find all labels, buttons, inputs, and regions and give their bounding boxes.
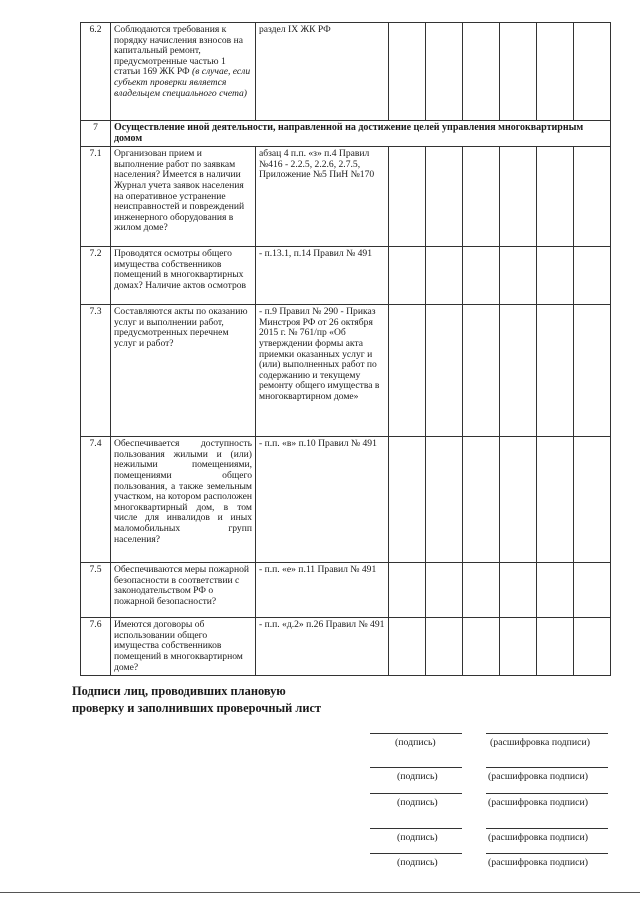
- requirement-text: Обеспечиваются меры пожарной безопасности в соответствии с законодательством РФ о пожарной безопасности?: [111, 563, 256, 618]
- signatures-heading: Подписи лиц, проводивших плановую проверку и заполнивших проверочный лист: [72, 684, 322, 715]
- signature-caption: (подпись): [395, 737, 436, 748]
- legal-reference: - п.п. «в» п.10 Правил № 491: [256, 437, 389, 563]
- answer-cell: [389, 23, 426, 121]
- signature-underline: [370, 733, 462, 734]
- decode-caption: (расшифровка подписи): [488, 832, 589, 843]
- answer-cell: [537, 23, 574, 121]
- answer-cell: [426, 437, 463, 563]
- requirement-text: Составляются акты по оказанию услуг и выполнении работ, предусмотренных перечнем услуг и работ?: [111, 305, 256, 437]
- signature-line: [370, 733, 610, 753]
- row-number: 7.4: [81, 437, 111, 563]
- row-number: 7.1: [81, 147, 111, 247]
- answer-cell: [389, 563, 426, 618]
- decode-caption: (расшифровка подписи): [490, 737, 591, 748]
- legal-reference: раздел IX ЖК РФ: [256, 23, 389, 121]
- legal-reference: - п.п. «е» п.11 Правил № 491: [256, 563, 389, 618]
- row-number: 6.2: [81, 23, 111, 121]
- answer-cell: [574, 305, 611, 437]
- answer-cell: [537, 618, 574, 676]
- answer-cell: [500, 147, 537, 247]
- decode-caption: (расшифровка подписи): [488, 857, 589, 868]
- answer-cell: [537, 563, 574, 618]
- answer-cell: [463, 247, 500, 305]
- answer-cell: [574, 247, 611, 305]
- page-bottom-rule: [0, 892, 640, 893]
- signature-underline: [370, 793, 462, 794]
- requirement-text: Обеспечивается доступность пользования жилыми и (или) нежилыми помещениями, помещениями общего пользования, а также земельным участком, на котором расположен многоквартирный дом, в том числе для инвалидов и иных маломобильных групп населения?: [111, 437, 256, 563]
- signature-underline: [370, 828, 462, 829]
- section-title: Осуществление иной деятельности, направленной на достижение целей управления многоквартирным домом: [111, 121, 611, 147]
- answer-cell: [500, 305, 537, 437]
- answer-cell: [537, 305, 574, 437]
- decode-underline: [486, 767, 608, 768]
- signature-caption: (подпись): [397, 771, 438, 782]
- decode-caption: (расшифровка подписи): [488, 797, 589, 808]
- row-number: 7.5: [81, 563, 111, 618]
- answer-cell: [389, 305, 426, 437]
- decode-underline: [486, 733, 608, 734]
- signature-line: [370, 828, 610, 848]
- answer-cell: [574, 23, 611, 121]
- answer-cell: [463, 147, 500, 247]
- answer-cell: [537, 437, 574, 563]
- answer-cell: [426, 247, 463, 305]
- requirement-note: (в случае, если субъект проверки является владельцем специального счета): [114, 66, 251, 99]
- answer-cell: [389, 437, 426, 563]
- answer-cell: [426, 618, 463, 676]
- signature-line: [370, 793, 610, 813]
- requirement-cell: [111, 23, 256, 121]
- answer-cell: [574, 563, 611, 618]
- row-6-2: [81, 23, 611, 121]
- answer-cell: [500, 563, 537, 618]
- answer-cell: [500, 437, 537, 563]
- answer-cell: [426, 147, 463, 247]
- answer-cell: [426, 563, 463, 618]
- requirement-text: Организован прием и выполнение работ по заявкам населения? Имеется в наличии Журнал учета заявок населения на оперативное устранение неисправностей и повреждений инженерного оборудования в жилом доме?: [111, 147, 256, 247]
- answer-cell: [574, 618, 611, 676]
- answer-cell: [389, 147, 426, 247]
- answer-cell: [463, 618, 500, 676]
- row-number: 7.3: [81, 305, 111, 437]
- decode-underline: [486, 793, 608, 794]
- answer-cell: [463, 305, 500, 437]
- signature-underline: [370, 853, 462, 854]
- signature-caption: (подпись): [397, 797, 438, 808]
- signature-caption: (подпись): [397, 857, 438, 868]
- signature-line: [370, 853, 610, 873]
- decode-caption: (расшифровка подписи): [488, 771, 589, 782]
- legal-reference: - п.9 Правил № 290 - Приказ Минстроя РФ от 26 октября 2015 г. № 761/пр «Об утверждении формы акта приемки оказанных услуг и (или) выполненных работ по содержанию и текущему ремонту общего имущества в многоквартирном доме»: [256, 305, 389, 437]
- answer-cell: [500, 618, 537, 676]
- row-7-3: [81, 305, 611, 437]
- legal-reference: - п.п. «д.2» п.26 Правил № 491: [256, 618, 389, 676]
- section-7-row: [81, 121, 611, 147]
- signature-underline: [370, 767, 462, 768]
- row-7-6: [81, 618, 611, 676]
- answer-cell: [500, 247, 537, 305]
- checklist-table: [80, 22, 611, 676]
- answer-cell: [389, 247, 426, 305]
- answer-cell: [463, 23, 500, 121]
- requirement-text: Проводятся осмотры общего имущества собственников помещений в многоквартирных домах? Наличие актов осмотров: [111, 247, 256, 305]
- answer-cell: [463, 437, 500, 563]
- answer-cell: [537, 147, 574, 247]
- requirement-text: Имеются договоры об использовании общего имущества собственников помещений в многоквартирном доме?: [111, 618, 256, 676]
- decode-underline: [486, 828, 608, 829]
- answer-cell: [500, 23, 537, 121]
- decode-underline: [486, 853, 608, 854]
- signature-caption: (подпись): [397, 832, 438, 843]
- answer-cell: [463, 563, 500, 618]
- answer-cell: [574, 437, 611, 563]
- answer-cell: [426, 305, 463, 437]
- row-7-5: [81, 563, 611, 618]
- row-7-1: [81, 147, 611, 247]
- row-number: 7.6: [81, 618, 111, 676]
- legal-reference: абзац 4 п.п. «з» п.4 Правил №416 - 2.2.5, 2.2.6, 2.7.5, Приложение №5 ПиН №170: [256, 147, 389, 247]
- answer-cell: [426, 23, 463, 121]
- legal-reference: - п.13.1, п.14 Правил № 491: [256, 247, 389, 305]
- answer-cell: [389, 618, 426, 676]
- answer-cell: [537, 247, 574, 305]
- row-number: 7: [81, 121, 111, 147]
- row-7-2: [81, 247, 611, 305]
- requirement-text: Соблюдаются требования к порядку начисления взносов на капитальный ремонт, предусмотренные частью 1 статьи 169 ЖК РФ: [114, 24, 243, 78]
- signature-line: [370, 767, 610, 787]
- row-number: 7.2: [81, 247, 111, 305]
- answer-cell: [574, 147, 611, 247]
- row-7-4: [81, 437, 611, 563]
